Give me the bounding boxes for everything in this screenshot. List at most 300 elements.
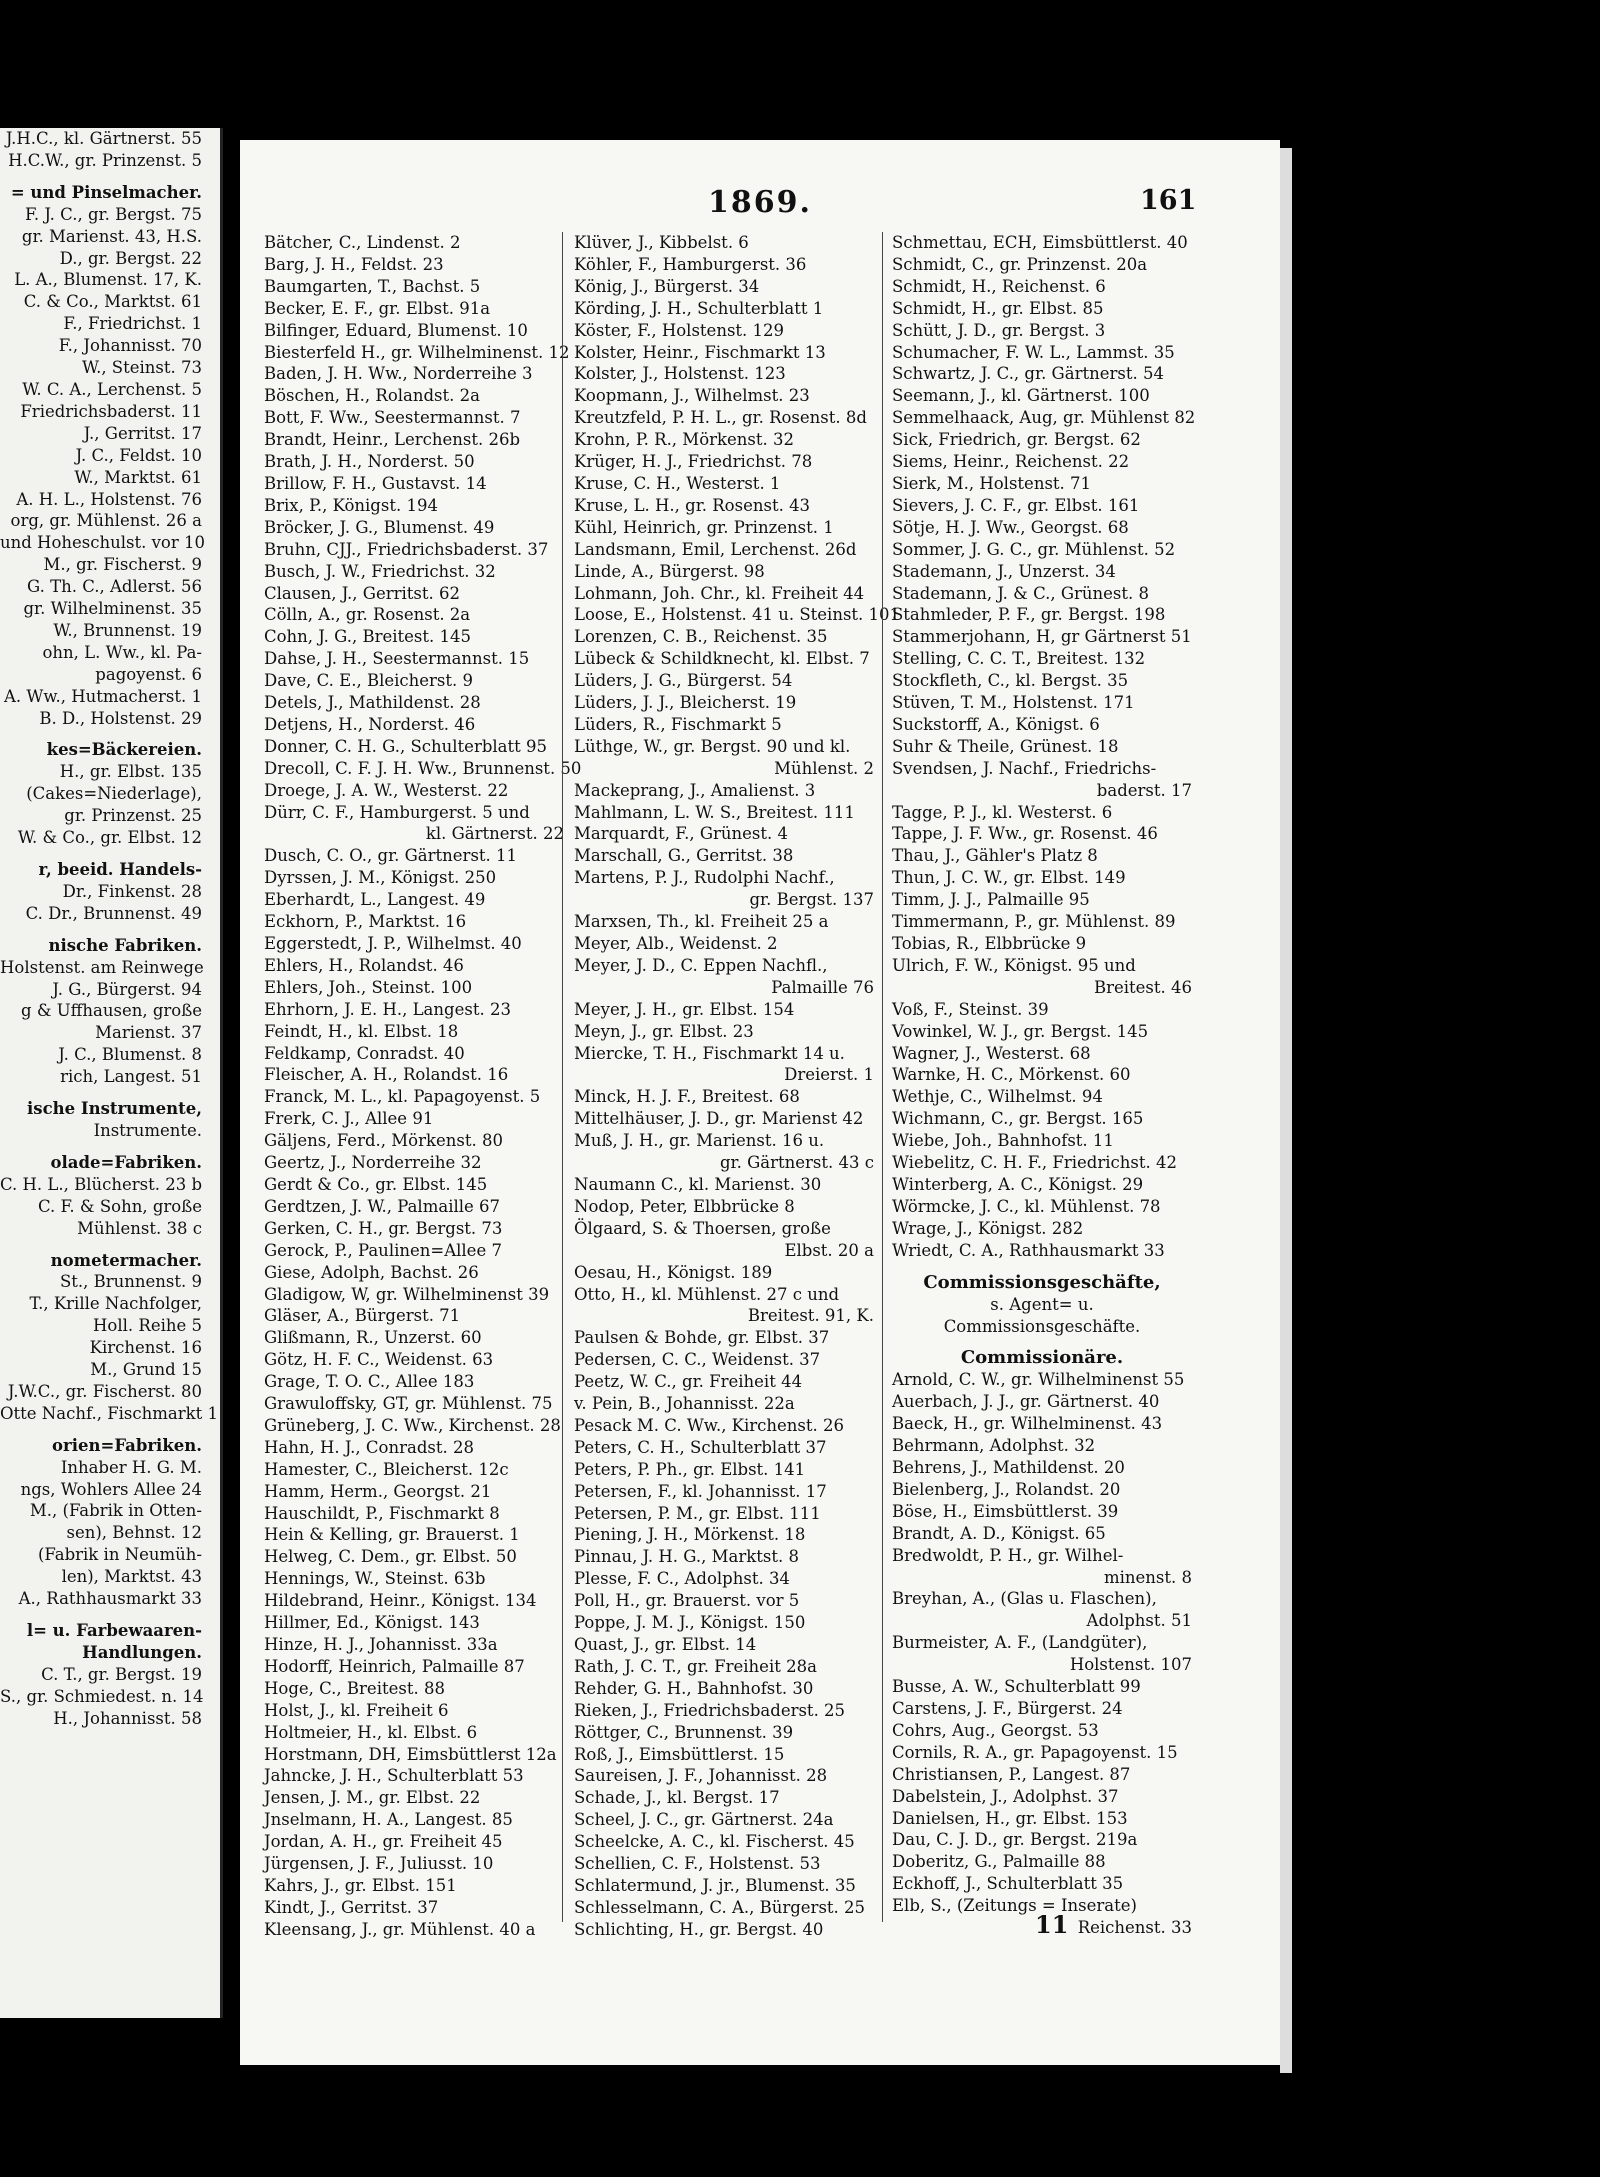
directory-entry: Detels, J., Mathildenst. 28	[264, 693, 481, 713]
directory-entry: Tobias, R., Elbbrücke 9	[892, 934, 1087, 953]
directory-entry: M., (Fabrik in Otten-	[29, 1501, 202, 1521]
directory-entry: Holstenst. am Reinwege	[0, 957, 204, 977]
directory-entry: Busch, J. W., Friedrichst. 32	[264, 561, 496, 581]
directory-entry: Plesse, F. C., Adolphst. 34	[574, 1569, 790, 1589]
directory-entry: Geertz, J., Norderreihe 32	[264, 1153, 482, 1173]
directory-entry: Bredwoldt, P. H., gr. Wilhel-	[892, 1545, 1124, 1565]
directory-entry: Paulsen & Bohde, gr. Elbst. 37	[574, 1328, 830, 1348]
directory-entry: Schmidt, H., Reichenst. 6	[892, 276, 1106, 296]
directory-entry: Schmidt, H., gr. Elbst. 85	[892, 298, 1104, 318]
section-heading: Commissionäre.	[960, 1347, 1124, 1369]
directory-entry: F., Friedrichst. 1	[63, 314, 202, 334]
directory-entry: Auerbach, J. J., gr. Gärtnerst. 40	[892, 1392, 1160, 1412]
directory-entry: Hennings, W., Steinst. 63b	[264, 1569, 486, 1589]
directory-entry: Droege, J. A. W., Westerst. 22	[264, 780, 509, 800]
directory-entry: Meyer, J. H., gr. Elbst. 154	[574, 999, 795, 1019]
entry-continuation: Holstenst. 107	[1069, 1655, 1192, 1675]
directory-entry: C. & Co., Marktst. 61	[23, 292, 202, 312]
directory-entry: Tagge, P. J., kl. Westerst. 6	[892, 802, 1113, 822]
directory-entry: Lüthge, W., gr. Bergst. 90 und kl.	[574, 736, 851, 756]
directory-entry: Naumann C., kl. Marienst. 30	[574, 1174, 822, 1194]
directory-entry: Gläser, A., Bürgerst. 71	[264, 1306, 461, 1326]
directory-entry: pagoyenst. 6	[95, 664, 202, 684]
section-rule	[0, 1088, 220, 1098]
directory-entry: Lohmann, Joh. Chr., kl. Freiheit 44	[574, 583, 865, 603]
directory-entry: Nodop, Peter, Elbbrücke 8	[574, 1196, 795, 1216]
directory-entry: Ölgaard, S. & Thoersen, große	[574, 1218, 831, 1238]
directory-entry: Danielsen, H., gr. Elbst. 153	[892, 1808, 1128, 1828]
section-heading: Commissionsgeschäfte,	[923, 1271, 1161, 1293]
directory-entry: Wagner, J., Westerst. 68	[892, 1043, 1091, 1063]
directory-entry: Cohn, J. G., Breitest. 145	[264, 627, 471, 647]
directory-entry: Eckhorn, P., Marktst. 16	[264, 912, 467, 932]
section-rule	[0, 729, 220, 739]
directory-entry: Dusch, C. O., gr. Gärtnerst. 11	[264, 846, 518, 866]
directory-entry: Giese, Adolph, Bachst. 26	[264, 1262, 479, 1282]
directory-entry: Rehder, G. H., Bahnhofst. 30	[574, 1678, 814, 1698]
directory-entry: Mittelhäuser, J. D., gr. Marienst 42	[574, 1109, 864, 1129]
directory-entry: Gladigow, W, gr. Wilhelminenst 39	[264, 1284, 550, 1304]
directory-entry: Brandt, A. D., Königst. 65	[892, 1523, 1106, 1543]
directory-entry: A. Ww., Hutmacherst. 1	[4, 686, 202, 706]
directory-entry: Kruse, C. H., Westerst. 1	[574, 473, 781, 493]
directory-entry: Hillmer, Ed., Königst. 143	[264, 1613, 480, 1633]
directory-entry: gr. Prinzenst. 25	[64, 806, 202, 826]
directory-entry: Hildebrand, Heinr., Königst. 134	[264, 1591, 537, 1611]
directory-entry: Helweg, C. Dem., gr. Elbst. 50	[264, 1547, 517, 1567]
directory-entry: Pinnau, J. H. G., Marktst. 8	[574, 1547, 799, 1567]
directory-entry: Hauschildt, P., Fischmarkt 8	[264, 1503, 500, 1523]
directory-entry: Vowinkel, W. J., gr. Bergst. 145	[892, 1021, 1149, 1041]
directory-entry: Arnold, C. W., gr. Wilhelminenst 55	[892, 1370, 1185, 1390]
directory-entry: Lüders, J. G., Bürgerst. 54	[574, 671, 793, 691]
entry-continuation: Adolphst. 51	[1086, 1611, 1192, 1631]
directory-entry: gr. Wilhelminenst. 35	[23, 599, 202, 619]
directory-entry: Franck, M. L., kl. Papagoyenst. 5	[264, 1087, 541, 1107]
directory-entry: Thau, J., Gähler's Platz 8	[892, 846, 1098, 866]
directory-entry: Stüven, T. M., Holstenst. 171	[892, 693, 1135, 713]
directory-entry: Dau, C. J. D., gr. Bergst. 219a	[892, 1830, 1138, 1850]
directory-entry: Sierk, M., Holstenst. 71	[892, 473, 1092, 493]
directory-entry: Suckstorff, A., Königst. 6	[892, 714, 1100, 734]
directory-entry: Barg, J. H., Feldst. 23	[264, 254, 444, 274]
directory-entry: Schmettau, ECH, Eimsbüttlerst. 40	[892, 233, 1188, 252]
entry-continuation: Breitest. 91, K.	[747, 1306, 874, 1326]
directory-entry: Brix, P., Königst. 194	[264, 495, 438, 515]
directory-entry: ohn, L. Ww., kl. Pa-	[42, 642, 202, 662]
directory-entry: Quast, J., gr. Elbst. 14	[574, 1635, 757, 1654]
directory-entry: Kleensang, J., gr. Mühlenst. 40 a	[264, 1919, 536, 1939]
directory-entry: Grawuloffsky, GT, gr. Mühlenst. 75	[264, 1394, 553, 1414]
directory-entry: und Hoheschulst. vor 10	[0, 533, 205, 553]
directory-entry: Pedersen, C. C., Weidenst. 37	[574, 1350, 821, 1370]
directory-entry: Bröcker, J. G., Blumenst. 49	[264, 517, 495, 537]
directory-entry: H.C.W., gr. Prinzenst. 5	[8, 150, 202, 170]
directory-entry: Feldkamp, Conradst. 40	[264, 1043, 465, 1063]
directory-entry: Peters, P. Ph., gr. Elbst. 141	[574, 1459, 806, 1479]
directory-entry: Grage, T. O. C., Allee 183	[264, 1372, 475, 1392]
directory-entry: Stockfleth, C., kl. Bergst. 35	[892, 671, 1129, 691]
directory-entry: A., Rathhausmarkt 33	[18, 1589, 202, 1609]
directory-entry: Stammerjohann, H, gr Gärtnerst 51	[892, 627, 1192, 647]
directory-entry: Oesau, H., Königst. 189	[574, 1262, 773, 1282]
directory-entry: Eckhoff, J., Schulterblatt 35	[892, 1874, 1124, 1894]
page-number: 161	[1140, 185, 1197, 216]
section-rule	[0, 1610, 220, 1620]
directory-entry: Mahlmann, L. W. S., Breitest. 111	[574, 802, 855, 822]
directory-entry: Koopmann, J., Wilhelmst. 23	[574, 386, 810, 406]
directory-entry: Röttger, C., Brunnenst. 39	[574, 1722, 794, 1742]
section-rule	[0, 1425, 220, 1435]
directory-entry: Suhr & Theile, Grünest. 18	[892, 736, 1119, 756]
directory-entry: Drecoll, C. F. J. H. Ww., Brunnenst. 50	[264, 758, 582, 778]
directory-entry: Marschall, G., Gerritst. 38	[574, 846, 794, 866]
directory-entry: J. G., Bürgerst. 94	[52, 979, 202, 999]
directory-entry: Wichmann, C., gr. Bergst. 165	[892, 1109, 1144, 1129]
section-rule	[0, 849, 220, 859]
directory-entry: Holst, J., kl. Freiheit 6	[264, 1700, 449, 1720]
directory-entry: Poll, H., gr. Brauerst. vor 5	[574, 1591, 800, 1611]
directory-entry: gr. Marienst. 43, H.S.	[21, 226, 202, 246]
directory-entry: Semmelhaack, Aug, gr. Mühlenst 82	[892, 408, 1196, 428]
directory-entry: Köster, F., Holstenst. 129	[574, 320, 785, 340]
directory-entry: C. F. & Sohn, große	[38, 1196, 202, 1216]
directory-entry: Jensen, J. M., gr. Elbst. 22	[264, 1788, 481, 1808]
directory-entry: F. J. C., gr. Bergst. 75	[24, 204, 202, 224]
section-heading: olade=Fabriken.	[50, 1152, 202, 1172]
entry-continuation: gr. Bergst. 137	[749, 890, 874, 910]
directory-entry: Stademann, J., Unzerst. 34	[892, 561, 1116, 581]
directory-entry: Behrens, J., Mathildenst. 20	[892, 1458, 1125, 1478]
directory-entry: W., Marktst. 61	[74, 467, 202, 487]
directory-entry: Bruhn, CJJ., Friedrichsbaderst. 37	[264, 539, 549, 559]
directory-entry: D., gr. Bergst. 22	[59, 248, 202, 268]
directory-entry: Kirchenst. 16	[89, 1338, 202, 1358]
directory-entry: Petersen, F., kl. Johannisst. 17	[574, 1481, 827, 1501]
directory-entry: J. C., Feldst. 10	[75, 445, 202, 465]
directory-entry: Busse, A. W., Schulterblatt 99	[892, 1677, 1141, 1697]
directory-entry: Sick, Friedrich, gr. Bergst. 62	[892, 430, 1141, 450]
directory-entry: W., Brunnenst. 19	[53, 620, 202, 640]
directory-entry: Schellien, C. F., Holstenst. 53	[574, 1854, 821, 1874]
directory-entry: Wrage, J., Königst. 282	[892, 1218, 1084, 1238]
section-heading: kes=Bäckereien.	[46, 740, 202, 760]
signature-mark: 11	[1035, 1910, 1069, 1939]
entry-continuation: Palmaille 76	[771, 977, 874, 997]
directory-entry: Otto, H., kl. Mühlenst. 27 c und	[574, 1284, 840, 1304]
column-3	[892, 232, 1196, 1939]
directory-entry: St., Brunnenst. 9	[59, 1272, 202, 1292]
directory-entry: Mackeprang, J., Amalienst. 3	[574, 780, 816, 800]
directory-entry: Kruse, L. H., gr. Rosenst. 43	[574, 495, 811, 515]
entry-continuation: Elbst. 20 a	[784, 1240, 874, 1260]
directory-entry: Wethje, C., Wilhelmst. 94	[892, 1087, 1103, 1107]
directory-entry: Hein & Kelling, gr. Brauerst. 1	[264, 1525, 520, 1545]
directory-entry: Dave, C. E., Bleicherst. 9	[264, 671, 473, 691]
section-heading: nische Fabriken.	[48, 935, 202, 955]
directory-entry: Miercke, T. H., Fischmarkt 14 u.	[574, 1043, 845, 1063]
directory-entry: Fleischer, A. H., Rolandst. 16	[264, 1065, 509, 1085]
directory-entry: rich, Langest. 51	[60, 1067, 202, 1087]
entry-continuation: Dreierst. 1	[784, 1065, 874, 1085]
directory-entry: Marxsen, Th., kl. Freiheit 25 a	[574, 912, 829, 932]
directory-entry: Scheel, J. C., gr. Gärtnerst. 24a	[574, 1810, 834, 1830]
directory-entry: Gerken, C. H., gr. Bergst. 73	[264, 1218, 503, 1238]
entry-continuation: Breitest. 46	[1093, 977, 1192, 997]
directory-entry: Wiebelitz, C. H. F., Friedrichst. 42	[892, 1153, 1177, 1173]
directory-entry: Saureisen, J. F., Johannisst. 28	[574, 1766, 828, 1786]
directory-entry: M., gr. Fischerst. 9	[43, 555, 202, 575]
directory-entry: Meyn, J., gr. Elbst. 23	[574, 1021, 754, 1041]
directory-entry: Holtmeier, H., kl. Elbst. 6	[264, 1722, 478, 1742]
directory-entry: Thun, J. C. W., gr. Elbst. 149	[892, 868, 1126, 888]
directory-entry: Svendsen, J. Nachf., Friedrichs-	[892, 758, 1157, 778]
directory-entry: ngs, Wohlers Allee 24	[20, 1479, 202, 1499]
directory-entry: Detjens, H., Norderst. 46	[264, 714, 476, 734]
directory-entry: Linde, A., Bürgerst. 98	[574, 561, 765, 581]
section-heading: ische Instrumente,	[27, 1099, 202, 1119]
directory-entry: G. Th. C., Adlerst. 56	[27, 577, 202, 597]
directory-entry: H., gr. Elbst. 135	[59, 762, 202, 782]
directory-entry: Stahmleder, P. F., gr. Bergst. 198	[892, 605, 1166, 625]
entry-continuation: baderst. 17	[1096, 780, 1192, 800]
directory-entry: Lübeck & Schildknecht, kl. Elbst. 7	[574, 649, 870, 669]
directory-entry: (Fabrik in Neumüh-	[37, 1545, 202, 1565]
directory-entry: Schade, J., kl. Bergst. 17	[574, 1788, 780, 1808]
directory-entry: Peters, C. H., Schulterblatt 37	[574, 1437, 827, 1457]
directory-entry: sen), Behnst. 12	[66, 1523, 202, 1543]
section-note: s. Agent= u. Commissionsgeschäfte.	[943, 1294, 1141, 1336]
directory-entry: Cornils, R. A., gr. Papagoyenst. 15	[892, 1742, 1178, 1762]
section-heading: r, beeid. Handels-	[38, 860, 202, 879]
directory-entry: Clausen, J., Gerritst. 62	[264, 583, 460, 603]
section-heading: l= u. Farbewaaren-	[26, 1621, 202, 1640]
directory-entry: Martens, P. J., Rudolphi Nachf.,	[574, 868, 835, 888]
column-1	[264, 232, 582, 1941]
directory-entry: Ehlers, H., Rolandst. 46	[264, 955, 464, 975]
directory-entry: Brath, J. H., Norderst. 50	[264, 452, 475, 472]
directory-entry: Seemann, J., kl. Gärtnerst. 100	[892, 386, 1150, 406]
directory-entry: Gerdtzen, J. W., Palmaille 67	[264, 1196, 501, 1216]
directory-entry: Cohrs, Aug., Georgst. 53	[892, 1720, 1099, 1740]
directory-entry: Inhaber H. G. M.	[60, 1457, 202, 1477]
directory-entry: W., Steinst. 73	[82, 358, 202, 378]
directory-entry: Brandt, Heinr., Lerchenst. 26b	[264, 430, 521, 450]
page-year: 1869.	[708, 185, 812, 220]
directory-entry: W. C. A., Lerchenst. 5	[22, 379, 202, 399]
directory-entry: Kolster, Heinr., Fischmarkt 13	[574, 342, 826, 362]
directory-entry: König, J., Bürgerst. 34	[574, 276, 760, 296]
directory-entry: Krüger, H. J., Friedrichst. 78	[574, 452, 813, 472]
directory-entry: Cölln, A., gr. Rosenst. 2a	[264, 605, 471, 625]
directory-entry: Donner, C. H. G., Schulterblatt 95	[264, 736, 548, 756]
directory-entry: Rieken, J., Friedrichsbaderst. 25	[574, 1700, 846, 1720]
directory-entry: Kreutzfeld, P. H. L., gr. Rosenst. 8d	[574, 408, 867, 428]
directory-entry: Elb, S., (Zeitungs = Inserate)	[892, 1896, 1137, 1916]
left-page-fragment	[0, 128, 223, 2018]
directory-entry: L. A., Blumenst. 17, K.	[14, 270, 202, 290]
directory-entry: Wörmcke, J. C., kl. Mühlenst. 78	[892, 1196, 1161, 1216]
directory-entry: Instrumente.	[93, 1120, 202, 1140]
directory-entry: Kühl, Heinrich, gr. Prinzenst. 1	[574, 517, 834, 537]
directory-entry: Hamester, C., Bleicherst. 12c	[264, 1459, 509, 1479]
directory-entry: Körding, J. H., Schulterblatt 1	[574, 298, 824, 318]
directory-entry: Frerk, C. J., Allee 91	[264, 1109, 434, 1129]
directory-entry: Krohn, P. R., Mörkenst. 32	[574, 430, 794, 450]
directory-entry: Wiebe, Joh., Bahnhofst. 11	[892, 1131, 1114, 1151]
directory-entry: Ulrich, F. W., Königst. 95 und	[892, 955, 1136, 975]
directory-entry: Schlatermund, J. jr., Blumenst. 35	[574, 1875, 856, 1895]
directory-entry: Piening, J. H., Mörkenst. 18	[574, 1525, 806, 1545]
section-rule	[0, 925, 220, 935]
directory-entry: T., Krille Nachfolger,	[29, 1294, 202, 1314]
directory-entry: Baumgarten, T., Bachst. 5	[264, 276, 481, 296]
directory-entry: Wriedt, C. A., Rathhausmarkt 33	[892, 1240, 1165, 1260]
directory-entry: Biesterfeld H., gr. Wilhelminenst. 12	[264, 342, 570, 362]
directory-entry: Otte Nachf., Fischmarkt 1	[0, 1403, 218, 1423]
directory-entry: Sommer, J. G. C., gr. Mühlenst. 52	[892, 539, 1176, 559]
directory-entry: Timm, J. J., Palmaille 95	[892, 890, 1090, 910]
directory-entry: Dahse, J. H., Seestermannst. 15	[264, 649, 530, 669]
directory-entry: Baden, J. H. Ww., Norderreihe 3	[264, 364, 533, 384]
entry-continuation: gr. Gärtnerst. 43 c	[719, 1153, 874, 1173]
directory-entry: Baeck, H., gr. Wilhelminenst. 43	[892, 1414, 1163, 1434]
directory-entry: Jürgensen, J. F., Juliusst. 10	[264, 1854, 494, 1874]
directory-entry: Siems, Heinr., Reichenst. 22	[892, 452, 1130, 472]
directory-entry: Hamm, Herm., Georgst. 21	[264, 1481, 492, 1501]
directory-entry: Schlesselmann, C. A., Bürgerst. 25	[574, 1897, 866, 1917]
directory-entry: Hoge, C., Breitest. 88	[264, 1678, 445, 1698]
directory-entry: Behrmann, Adolphst. 32	[892, 1436, 1096, 1456]
entry-continuation: Mühlenst. 2	[774, 758, 874, 778]
directory-entry: Breyhan, A., (Glas u. Flaschen),	[892, 1589, 1157, 1609]
directory-entry: Friedrichsbaderst. 11	[20, 401, 202, 421]
directory-entry: v. Pein, B., Johannisst. 22a	[574, 1394, 795, 1414]
directory-entry: Kahrs, J., gr. Elbst. 151	[264, 1875, 457, 1895]
directory-entry: Lüders, J. J., Bleicherst. 19	[574, 693, 797, 713]
directory-entry: Bätcher, C., Lindenst. 2	[264, 233, 461, 252]
directory-entry: Bilfinger, Eduard, Blumenst. 10	[264, 320, 528, 340]
directory-entry: Rath, J. C. T., gr. Freiheit 28a	[574, 1656, 817, 1676]
directory-entry: Scheelcke, A. C., kl. Fischerst. 45	[574, 1832, 855, 1852]
right-page	[240, 140, 1280, 2065]
directory-entry: Stademann, J. & C., Grünest. 8	[892, 583, 1150, 603]
directory-entry: Dr., Finkenst. 28	[62, 881, 202, 901]
directory-entry: Hahn, H. J., Conradst. 28	[264, 1437, 474, 1457]
section-rule	[0, 1240, 220, 1250]
directory-entry: Schütt, J. D., gr. Bergst. 3	[892, 320, 1106, 340]
directory-entry: Holl. Reihe 5	[93, 1316, 202, 1336]
column-2	[574, 232, 901, 1941]
directory-entry: F., Johannisst. 70	[58, 336, 202, 356]
directory-entry: Meyer, Alb., Weidenst. 2	[574, 934, 778, 953]
directory-entry: Böse, H., Eimsbüttlerst. 39	[892, 1501, 1119, 1521]
directory-entry: B. D., Holstenst. 29	[39, 708, 202, 728]
directory-entry: Winterberg, A. C., Königst. 29	[892, 1174, 1144, 1194]
section-heading: = und Pinselmacher.	[10, 182, 202, 202]
directory-entry: Tappe, J. F. Ww., gr. Rosenst. 46	[892, 824, 1158, 844]
directory-entry: Petersen, P. M., gr. Elbst. 111	[574, 1503, 821, 1523]
directory-entry: Landsmann, Emil, Lerchenst. 26d	[574, 539, 857, 559]
directory-entry: Bott, F. Ww., Seestermannst. 7	[264, 408, 521, 428]
directory-entry: Horstmann, DH, Eimsbüttlerst 12a	[264, 1744, 557, 1764]
directory-entry: org, gr. Mühlenst. 26 a	[10, 511, 202, 531]
directory-entry: Dürr, C. F., Hamburgerst. 5 und	[264, 802, 530, 822]
column-divider	[882, 232, 883, 1922]
directory-entry: Hodorff, Heinrich, Palmaille 87	[264, 1656, 525, 1676]
directory-entry: Stelling, C. C. T., Breitest. 132	[892, 649, 1146, 669]
directory-entry: Poppe, J. M. J., Königst. 150	[574, 1613, 806, 1633]
directory-entry: Roß, J., Eimsbüttlerst. 15	[574, 1744, 785, 1764]
directory-entry: Gerdt & Co., gr. Elbst. 145	[264, 1174, 488, 1194]
directory-entry: Lorenzen, C. B., Reichenst. 35	[574, 627, 828, 647]
directory-entry: Jordan, A. H., gr. Freiheit 45	[264, 1832, 503, 1852]
directory-entry: Brillow, F. H., Gustavst. 14	[264, 473, 487, 493]
directory-entry: Eberhardt, L., Langest. 49	[264, 890, 486, 910]
directory-entry: J.W.C., gr. Fischerst. 80	[7, 1381, 202, 1401]
directory-entry: J., Gerritst. 17	[83, 423, 202, 443]
directory-entry: Eggerstedt, J. P., Wilhelmst. 40	[264, 934, 522, 953]
directory-entry: Glißmann, R., Unzerst. 60	[264, 1328, 482, 1348]
directory-entry: J.H.C., kl. Gärtnerst. 55	[5, 129, 202, 148]
directory-entry: Sievers, J. C. F., gr. Elbst. 161	[892, 495, 1140, 515]
directory-entry: J. C., Blumenst. 8	[58, 1045, 202, 1065]
directory-entry: Carstens, J. F., Bürgerst. 24	[892, 1699, 1123, 1718]
directory-entry: Feindt, H., kl. Elbst. 18	[264, 1021, 459, 1041]
directory-entry: Klüver, J., Kibbelst. 6	[574, 233, 749, 252]
directory-entry: Grüneberg, J. C. Ww., Kirchenst. 28	[264, 1415, 561, 1435]
directory-entry: Bielenberg, J., Rolandst. 20	[892, 1479, 1121, 1499]
column-divider	[562, 232, 563, 1922]
directory-entry: Dyrssen, J. M., Königst. 250	[264, 868, 497, 888]
directory-entry: (Cakes=Niederlage),	[26, 784, 202, 804]
entry-continuation: minenst. 8	[1103, 1567, 1192, 1587]
directory-entry: Schmidt, C., gr. Prinzenst. 20a	[892, 254, 1148, 274]
directory-entry: Schumacher, F. W. L., Lammst. 35	[892, 342, 1175, 362]
directory-entry: Becker, E. F., gr. Elbst. 91a	[264, 298, 491, 318]
directory-entry: Doberitz, G., Palmaille 88	[892, 1852, 1106, 1872]
directory-entry: S., gr. Schmiedest. n. 14	[0, 1686, 204, 1706]
directory-entry: Schlichting, H., gr. Bergst. 40	[574, 1919, 824, 1939]
directory-entry: C. Dr., Brunnenst. 49	[25, 903, 202, 923]
directory-entry: Jnselmann, H. A., Langest. 85	[264, 1810, 513, 1830]
directory-entry: Götz, H. F. C., Weidenst. 63	[264, 1350, 494, 1370]
entry-continuation: kl. Gärtnerst. 22	[425, 824, 564, 844]
directory-entry: M., Grund 15	[90, 1360, 202, 1380]
directory-entry: Christiansen, P., Langest. 87	[892, 1764, 1131, 1784]
directory-entry: Köhler, F., Hamburgerst. 36	[574, 254, 807, 274]
section-heading: nometermacher.	[50, 1250, 202, 1270]
directory-entry: Minck, H. J. F., Breitest. 68	[574, 1087, 800, 1107]
directory-entry: H., Johannisst. 58	[53, 1708, 202, 1728]
directory-entry: W. & Co., gr. Elbst. 12	[17, 828, 202, 848]
directory-entry: g & Uffhausen, große	[21, 1001, 202, 1021]
directory-entry: Muß, J. H., gr. Marienst. 16 u.	[574, 1131, 825, 1151]
directory-entry: Kindt, J., Gerritst. 37	[264, 1897, 439, 1917]
directory-entry: Loose, E., Holstenst. 41 u. Steinst. 101	[574, 605, 901, 625]
directory-entry: Marienst. 37	[95, 1023, 202, 1043]
entry-continuation: Reichenst. 33	[1077, 1918, 1192, 1938]
directory-entry: Ehlers, Joh., Steinst. 100	[264, 977, 473, 997]
directory-entry: Sötje, H. J. Ww., Georgst. 68	[892, 517, 1129, 537]
directory-entry: Mühlenst. 38 c	[77, 1218, 202, 1238]
section-rule	[0, 1142, 220, 1152]
directory-entry: Böschen, H., Rolandst. 2a	[264, 386, 480, 406]
directory-entry: Marquardt, F., Grünest. 4	[574, 824, 789, 844]
section-rule	[0, 172, 220, 182]
directory-entry: Kolster, J., Holstenst. 123	[574, 364, 786, 384]
directory-entry: Hinze, H. J., Johannisst. 33a	[264, 1635, 498, 1654]
